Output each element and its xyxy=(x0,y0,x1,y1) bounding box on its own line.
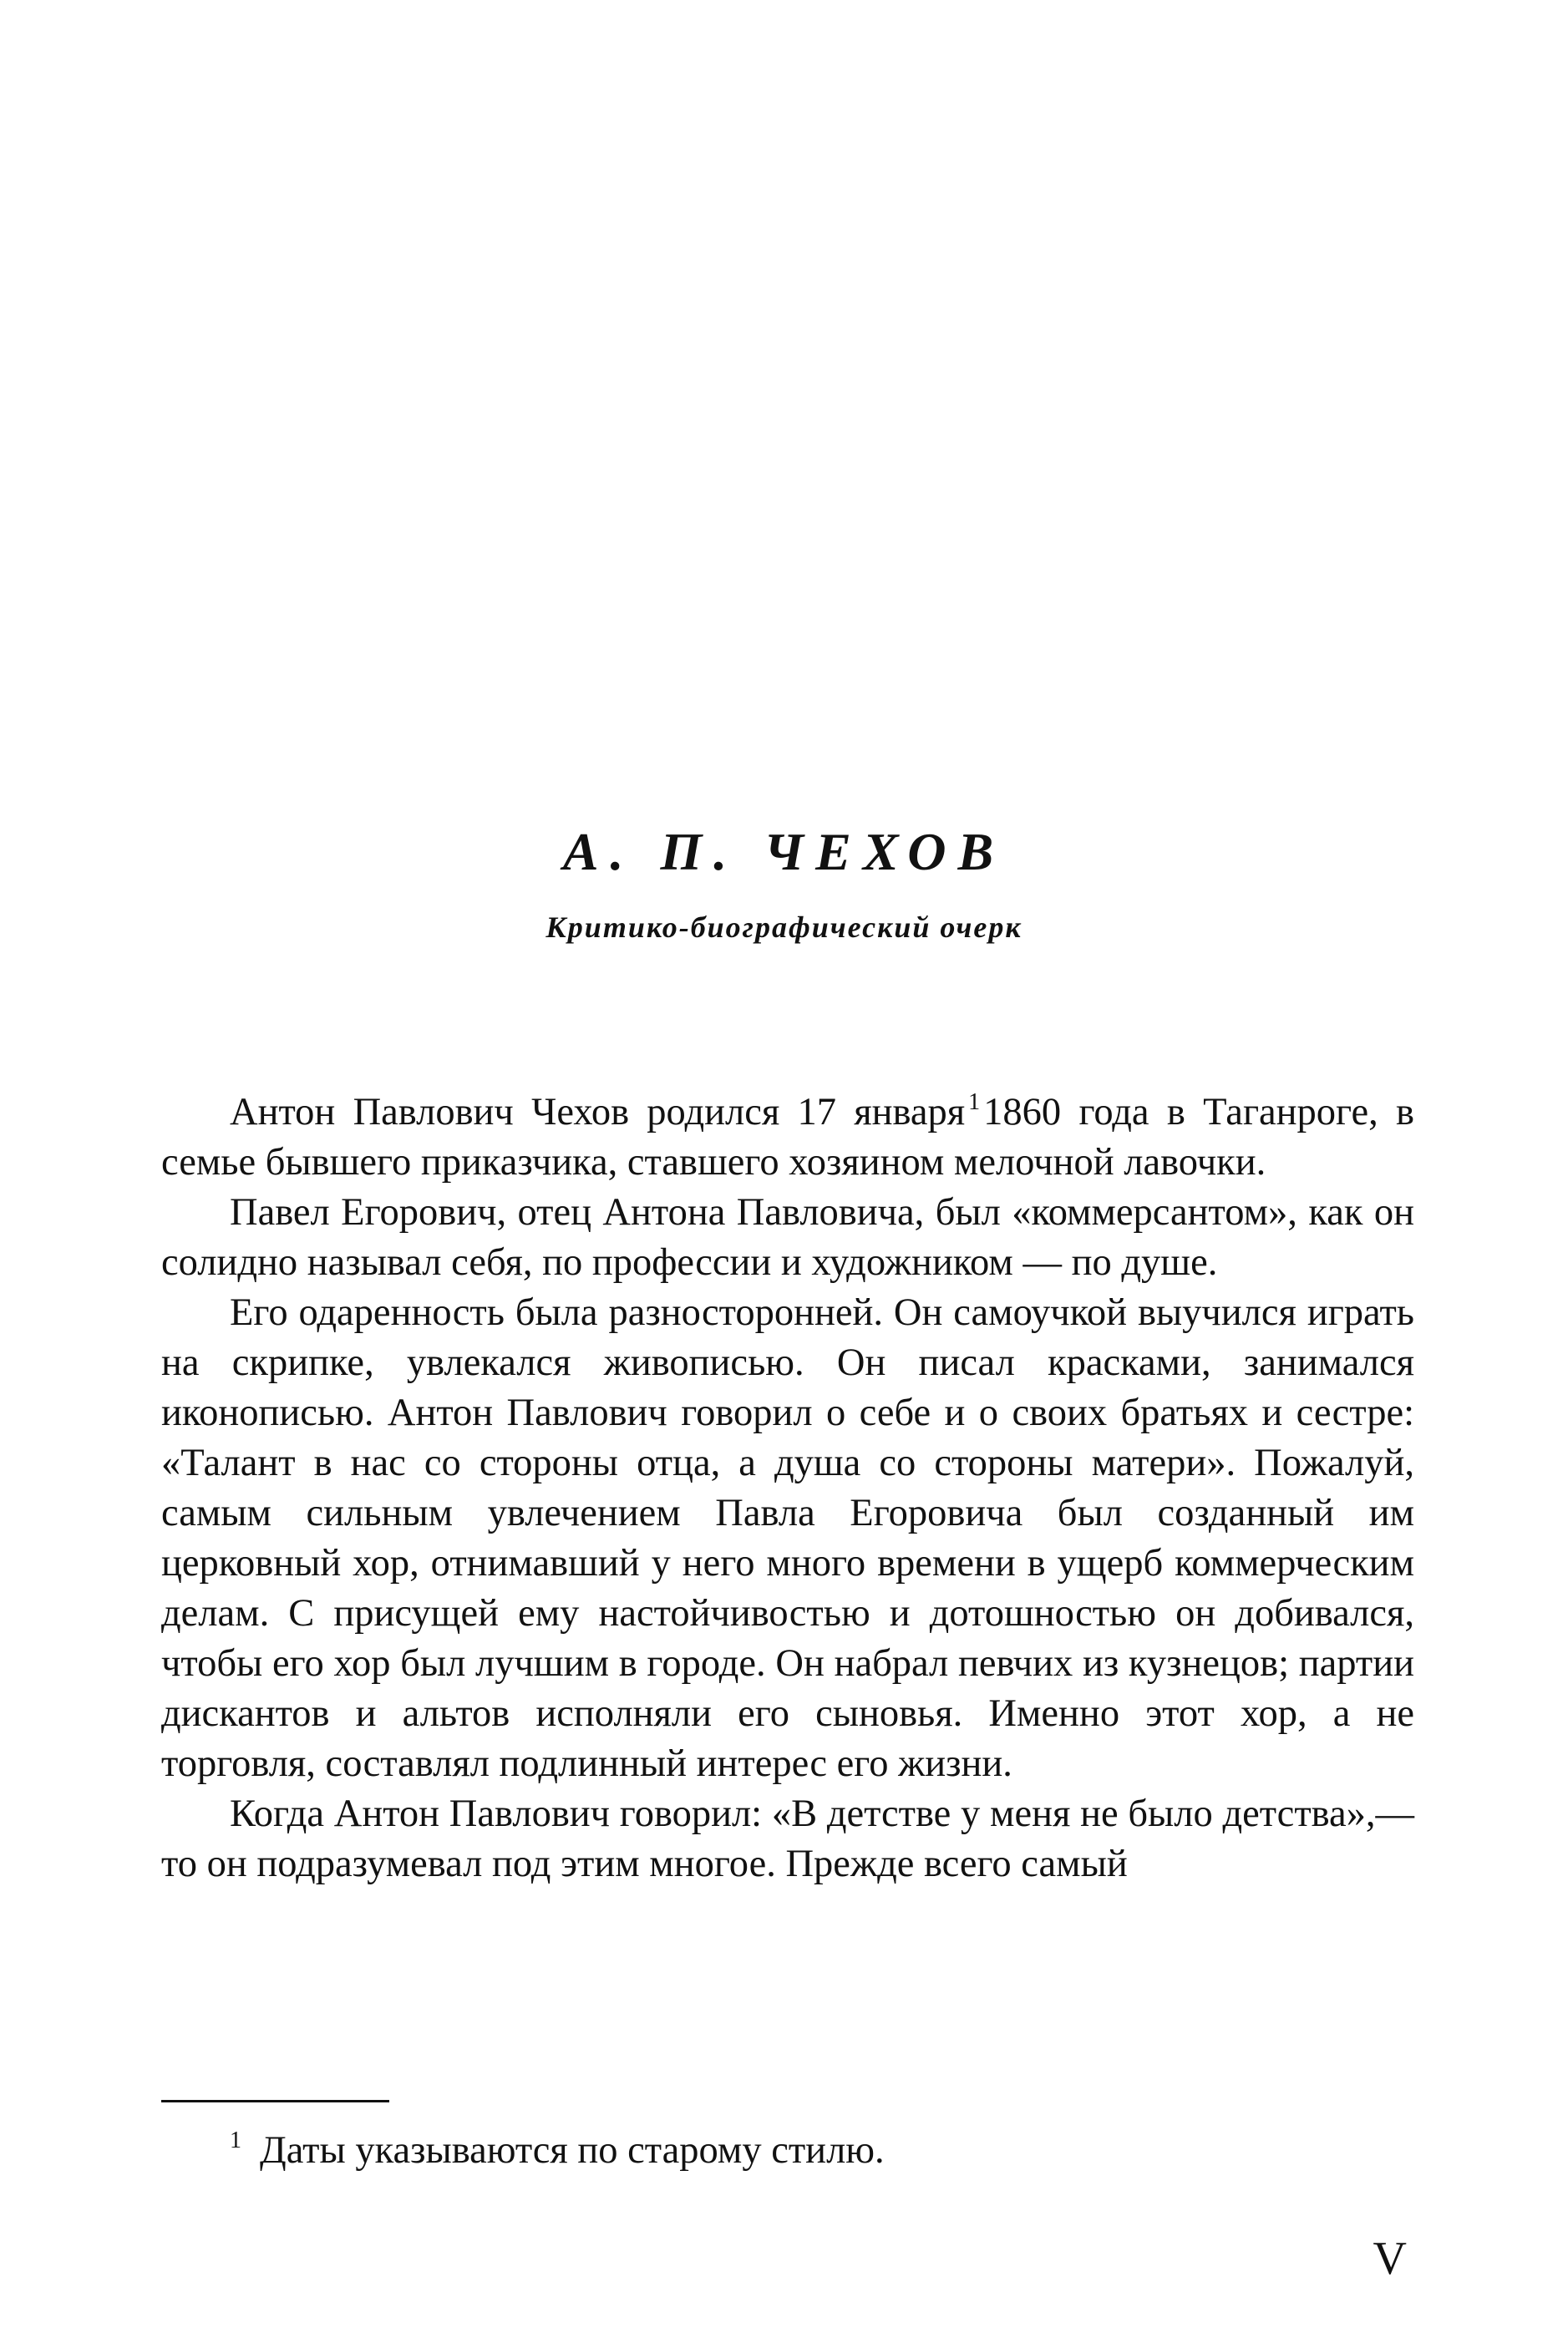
footnote-mark: 1 xyxy=(230,2127,241,2153)
chapter-subtitle: Критико-биографический очерк xyxy=(546,910,1022,944)
paragraph-text: Антон Павлович Чехов родился 17 января xyxy=(230,1091,966,1133)
paragraph: Павел Егорович, отец Антона Павловича, был «коммерсантом», как он солидно называл себя, по профессии и художником — по душе. xyxy=(161,1191,1414,1284)
footnote-text: Даты указываются по старому стилю. xyxy=(260,2129,885,2172)
paragraph-text: 1860 года в Таганроге, в семье бывшего приказчика, ставшего хозяином мелочной лавочки. xyxy=(161,1091,1414,1184)
paragraph xyxy=(161,1088,1414,1188)
footnote-reference: 1 xyxy=(968,1089,981,1115)
footnote-divider xyxy=(161,2100,389,2102)
page-number: V xyxy=(1373,2233,1407,2285)
paragraph: Его одаренность была разносторонней. Он самоучкой выучился играть на скрипке, увлекался живописью. Он писал красками, занимался иконописью. Антон Павлович говорил о себе и о своих братьях и сестре: «Талант в нас со стороны отца, а душа со стороны матери». Пожалуй, самым сильным увлечением Павла Егоровича был созданный им церковный хор, отнимавший у него много времени в ущерб коммерческим делам. С присущей ему настойчивостью и дотошностью он добивался, чтобы его хор был лучшим в городе. Он набрал певчих из кузнецов; партии дискантов и альтов исполняли его сыновья. Именно этот хор, а не торговля, составлял подлинный интерес его жизни. xyxy=(161,1291,1414,1785)
body-text xyxy=(161,1088,1414,1889)
paragraph: Когда Антон Павлович говорил: «В детстве у меня не было детства»,—то он подразумевал под этим многое. Прежде всего самый xyxy=(161,1793,1414,1885)
chapter-title: А. П. ЧЕХОВ xyxy=(562,822,1006,881)
footnote xyxy=(230,2126,1399,2176)
